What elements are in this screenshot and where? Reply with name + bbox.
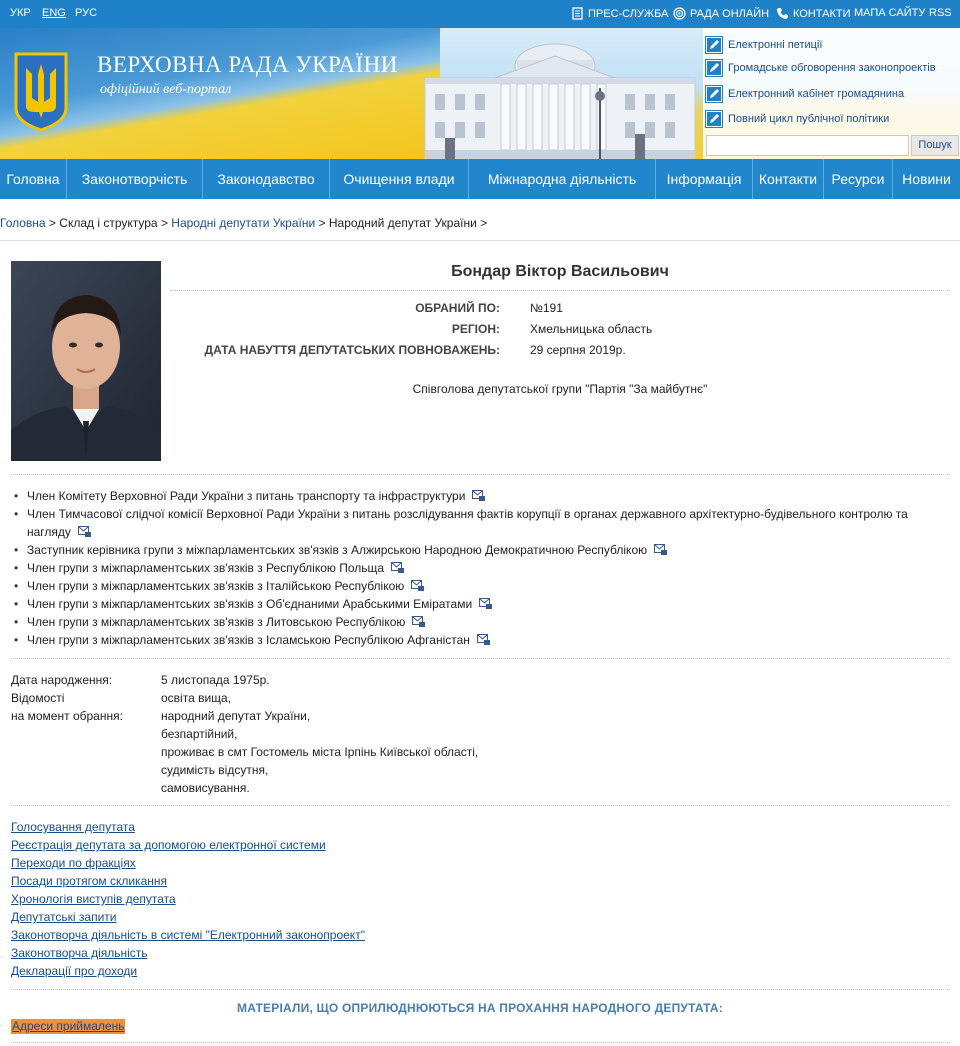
header-banner — [0, 28, 960, 160]
envelope-icon[interactable] — [411, 580, 424, 591]
info-line: народний депутат України, — [161, 709, 311, 723]
breadcrumb-current: Народний депутат України — [328, 216, 477, 230]
breadcrumb-sep: > — [476, 216, 488, 230]
reception-addresses-link[interactable]: Адреси приймалень — [12, 1019, 125, 1033]
lang-ukr[interactable]: УКР — [10, 7, 31, 19]
birth-value: 5 листопада 1975р. — [161, 673, 270, 687]
list-item — [11, 908, 611, 926]
divider — [170, 290, 950, 291]
nav-home[interactable]: Головна — [0, 159, 67, 199]
envelope-icon[interactable] — [654, 544, 667, 555]
deputy-photo — [11, 261, 161, 461]
press-service-label: ПРЕС-СЛУЖБА — [588, 7, 669, 20]
info-line: судимість відсутня, — [161, 763, 269, 777]
rada-online-link[interactable] — [673, 7, 769, 20]
divider — [11, 658, 950, 659]
breadcrumb-sep: > — [157, 216, 172, 230]
role-text: Член групи з міжпарламентських зв'язків з Об'єднаними Арабськими Еміратами — [27, 597, 473, 611]
edit-icon — [705, 85, 723, 103]
public-discussion-link[interactable] — [705, 59, 936, 77]
search-input[interactable] — [706, 135, 909, 156]
rss-link[interactable] — [929, 7, 952, 19]
list-item — [11, 631, 941, 649]
e-petitions-label: Електронні петиції — [728, 39, 823, 51]
list-item — [11, 487, 941, 505]
public-policy-link[interactable] — [705, 110, 889, 128]
role-text: Член групи з міжпарламентських зв'язків з Італійською Республікою — [27, 579, 405, 593]
deputy-links — [11, 818, 611, 980]
info-label: Відомості — [11, 691, 65, 705]
rss-label: RSS — [929, 7, 952, 19]
envelope-icon[interactable] — [78, 526, 91, 537]
nav-legislation[interactable]: Законодавство — [203, 159, 330, 199]
main-nav — [0, 159, 960, 199]
breadcrumb-sep: > — [315, 216, 329, 230]
info-line: проживає в смт Гостомель міста Ірпінь Київської області, — [161, 745, 479, 759]
nav-international[interactable]: Міжнародна діяльність — [469, 159, 656, 199]
nav-lustration[interactable]: Очищення влади — [330, 159, 469, 199]
list-item — [11, 613, 941, 631]
region-value: Хмельницька область — [530, 322, 653, 336]
nav-lawmaking[interactable]: Законотворчість — [67, 159, 203, 199]
mandate-date-label: ДАТА НАБУТТЯ ДЕПУТАТСЬКИХ ПОВНОВАЖЕНЬ: — [204, 343, 500, 357]
info-line: безпартійний, — [161, 727, 238, 741]
broadcast-icon — [673, 7, 686, 20]
role-text: Член групи з міжпарламентських зв'язків з Республікою Польща — [27, 561, 385, 575]
nav-news[interactable]: Новини — [902, 171, 951, 187]
sitemap-label: МАПА САЙТУ — [854, 7, 926, 19]
divider — [11, 989, 950, 990]
public-discussion-label: Громадське обговорення законопроектів — [728, 62, 936, 74]
list-item — [11, 926, 611, 944]
list-item — [11, 559, 941, 577]
breadcrumb-sep: > — [45, 216, 60, 230]
divider — [11, 805, 950, 806]
list-item — [11, 505, 941, 541]
list-item — [11, 854, 611, 872]
link-voting[interactable]: Голосування депутата — [11, 820, 135, 834]
link-declarations[interactable]: Декларації про доходи — [11, 964, 138, 978]
citizen-cabinet-link[interactable] — [705, 85, 904, 103]
nav-resources[interactable]: Ресурси — [824, 159, 893, 199]
divider — [11, 474, 950, 475]
list-item — [11, 872, 611, 890]
roles-list — [11, 487, 941, 649]
public-policy-label: Повний цикл публічної політики — [728, 113, 890, 125]
list-item — [11, 577, 941, 595]
lang-rus[interactable]: РУС — [75, 7, 98, 19]
link-e-bills[interactable]: Законотворча діяльність в системі "Електронний законопроект" — [11, 928, 365, 942]
envelope-icon[interactable] — [479, 598, 492, 609]
list-item — [11, 962, 611, 980]
envelope-icon[interactable] — [412, 616, 425, 627]
deputy-name: Бондар Віктор Васильович — [451, 263, 669, 280]
list-item — [11, 890, 611, 908]
birth-label: Дата народження: — [11, 673, 113, 687]
role-text: Член групи з міжпарламентських зв'язків з Ісламською Республікою Афганістан — [27, 633, 470, 647]
site-title[interactable]: ВЕРХОВНА РАДА УКРАЇНИ — [97, 52, 398, 77]
info-label: на момент обрання: — [11, 709, 123, 723]
nav-contacts[interactable]: Контакти — [753, 159, 824, 199]
link-requests[interactable]: Депутатські запити — [11, 910, 117, 924]
search-button[interactable]: Пошук — [911, 135, 959, 156]
top-bar — [0, 0, 960, 28]
nav-information[interactable]: Інформація — [656, 159, 753, 199]
info-line: самовисування. — [161, 781, 250, 795]
mandate-date-value: 29 серпня 2019р. — [530, 343, 626, 357]
list-item — [11, 836, 611, 854]
list-item — [11, 818, 611, 836]
lang-eng[interactable]: ENG — [42, 7, 66, 19]
deputy-profile — [0, 240, 960, 1046]
role-text: Заступник керівника групи з міжпарламентських зв'язків з Алжирською Народною Демократичною Республікою — [27, 543, 648, 557]
breadcrumb-deputies[interactable]: Народні депутати України — [171, 216, 316, 230]
elected-label: ОБРАНИЙ ПО: — [415, 301, 500, 315]
list-item — [11, 541, 941, 559]
breadcrumb — [0, 216, 487, 230]
breadcrumb-structure: Склад і структура — [59, 216, 158, 230]
link-lawmaking[interactable]: Законотворча діяльність — [11, 946, 148, 960]
edit-icon — [705, 110, 723, 128]
parliament-building-illustration — [405, 38, 705, 160]
materials-heading: МАТЕРІАЛИ, ЩО ОПРИЛЮДНЮЮТЬСЯ НА ПРОХАННЯ НАРОДНОГО ДЕПУТАТА: — [237, 1001, 723, 1015]
list-item — [11, 595, 941, 613]
rada-online-label: РАДА ОНЛАЙН — [690, 7, 770, 20]
link-positions[interactable]: Посади протягом скликання — [11, 874, 167, 888]
envelope-icon[interactable] — [391, 562, 404, 573]
link-registration[interactable]: Реєстрація депутата за допомогою електронної системи — [11, 838, 326, 852]
sitemap-link[interactable] — [854, 7, 925, 19]
press-service-link[interactable] — [571, 7, 668, 20]
citizen-cabinet-label: Електронний кабінет громадянина — [728, 88, 905, 100]
breadcrumb-home[interactable]: Головна — [0, 216, 46, 230]
link-faction-changes[interactable]: Переходи по фракціях — [11, 856, 136, 870]
edit-icon — [705, 36, 723, 54]
site-subtitle: офіційний веб-портал — [100, 82, 232, 97]
e-petitions-link[interactable] — [705, 36, 822, 54]
role-text: Член Тимчасової слідчої комісії Верховної Ради України з питань розслідування фактів корупції в органах державного архітектурно-будівельного контролю та нагляду — [27, 507, 908, 539]
trident-emblem-icon[interactable] — [12, 52, 70, 132]
list-item — [11, 944, 611, 962]
envelope-icon[interactable] — [472, 490, 485, 501]
info-line: освіта вища, — [161, 691, 232, 705]
link-speeches[interactable]: Хронологія виступів депутата — [11, 892, 176, 906]
quick-links-panel — [703, 28, 960, 160]
edit-icon — [705, 59, 723, 77]
region-label: РЕГІОН: — [451, 322, 500, 336]
envelope-icon[interactable] — [477, 634, 490, 645]
group-note: Співголова депутатської групи "Партія "За майбутнє" — [412, 382, 708, 396]
phone-icon — [776, 7, 789, 20]
divider — [11, 1042, 950, 1043]
document-icon — [571, 7, 584, 20]
role-text: Член групи з міжпарламентських зв'язків з Литовською Республікою — [27, 615, 406, 629]
role-text: Член Комітету Верховної Ради України з питань транспорту та інфраструктури — [27, 489, 466, 503]
elected-value: №191 — [530, 301, 563, 315]
contacts-link[interactable] — [776, 7, 851, 20]
contacts-label: КОНТАКТИ — [793, 7, 851, 20]
